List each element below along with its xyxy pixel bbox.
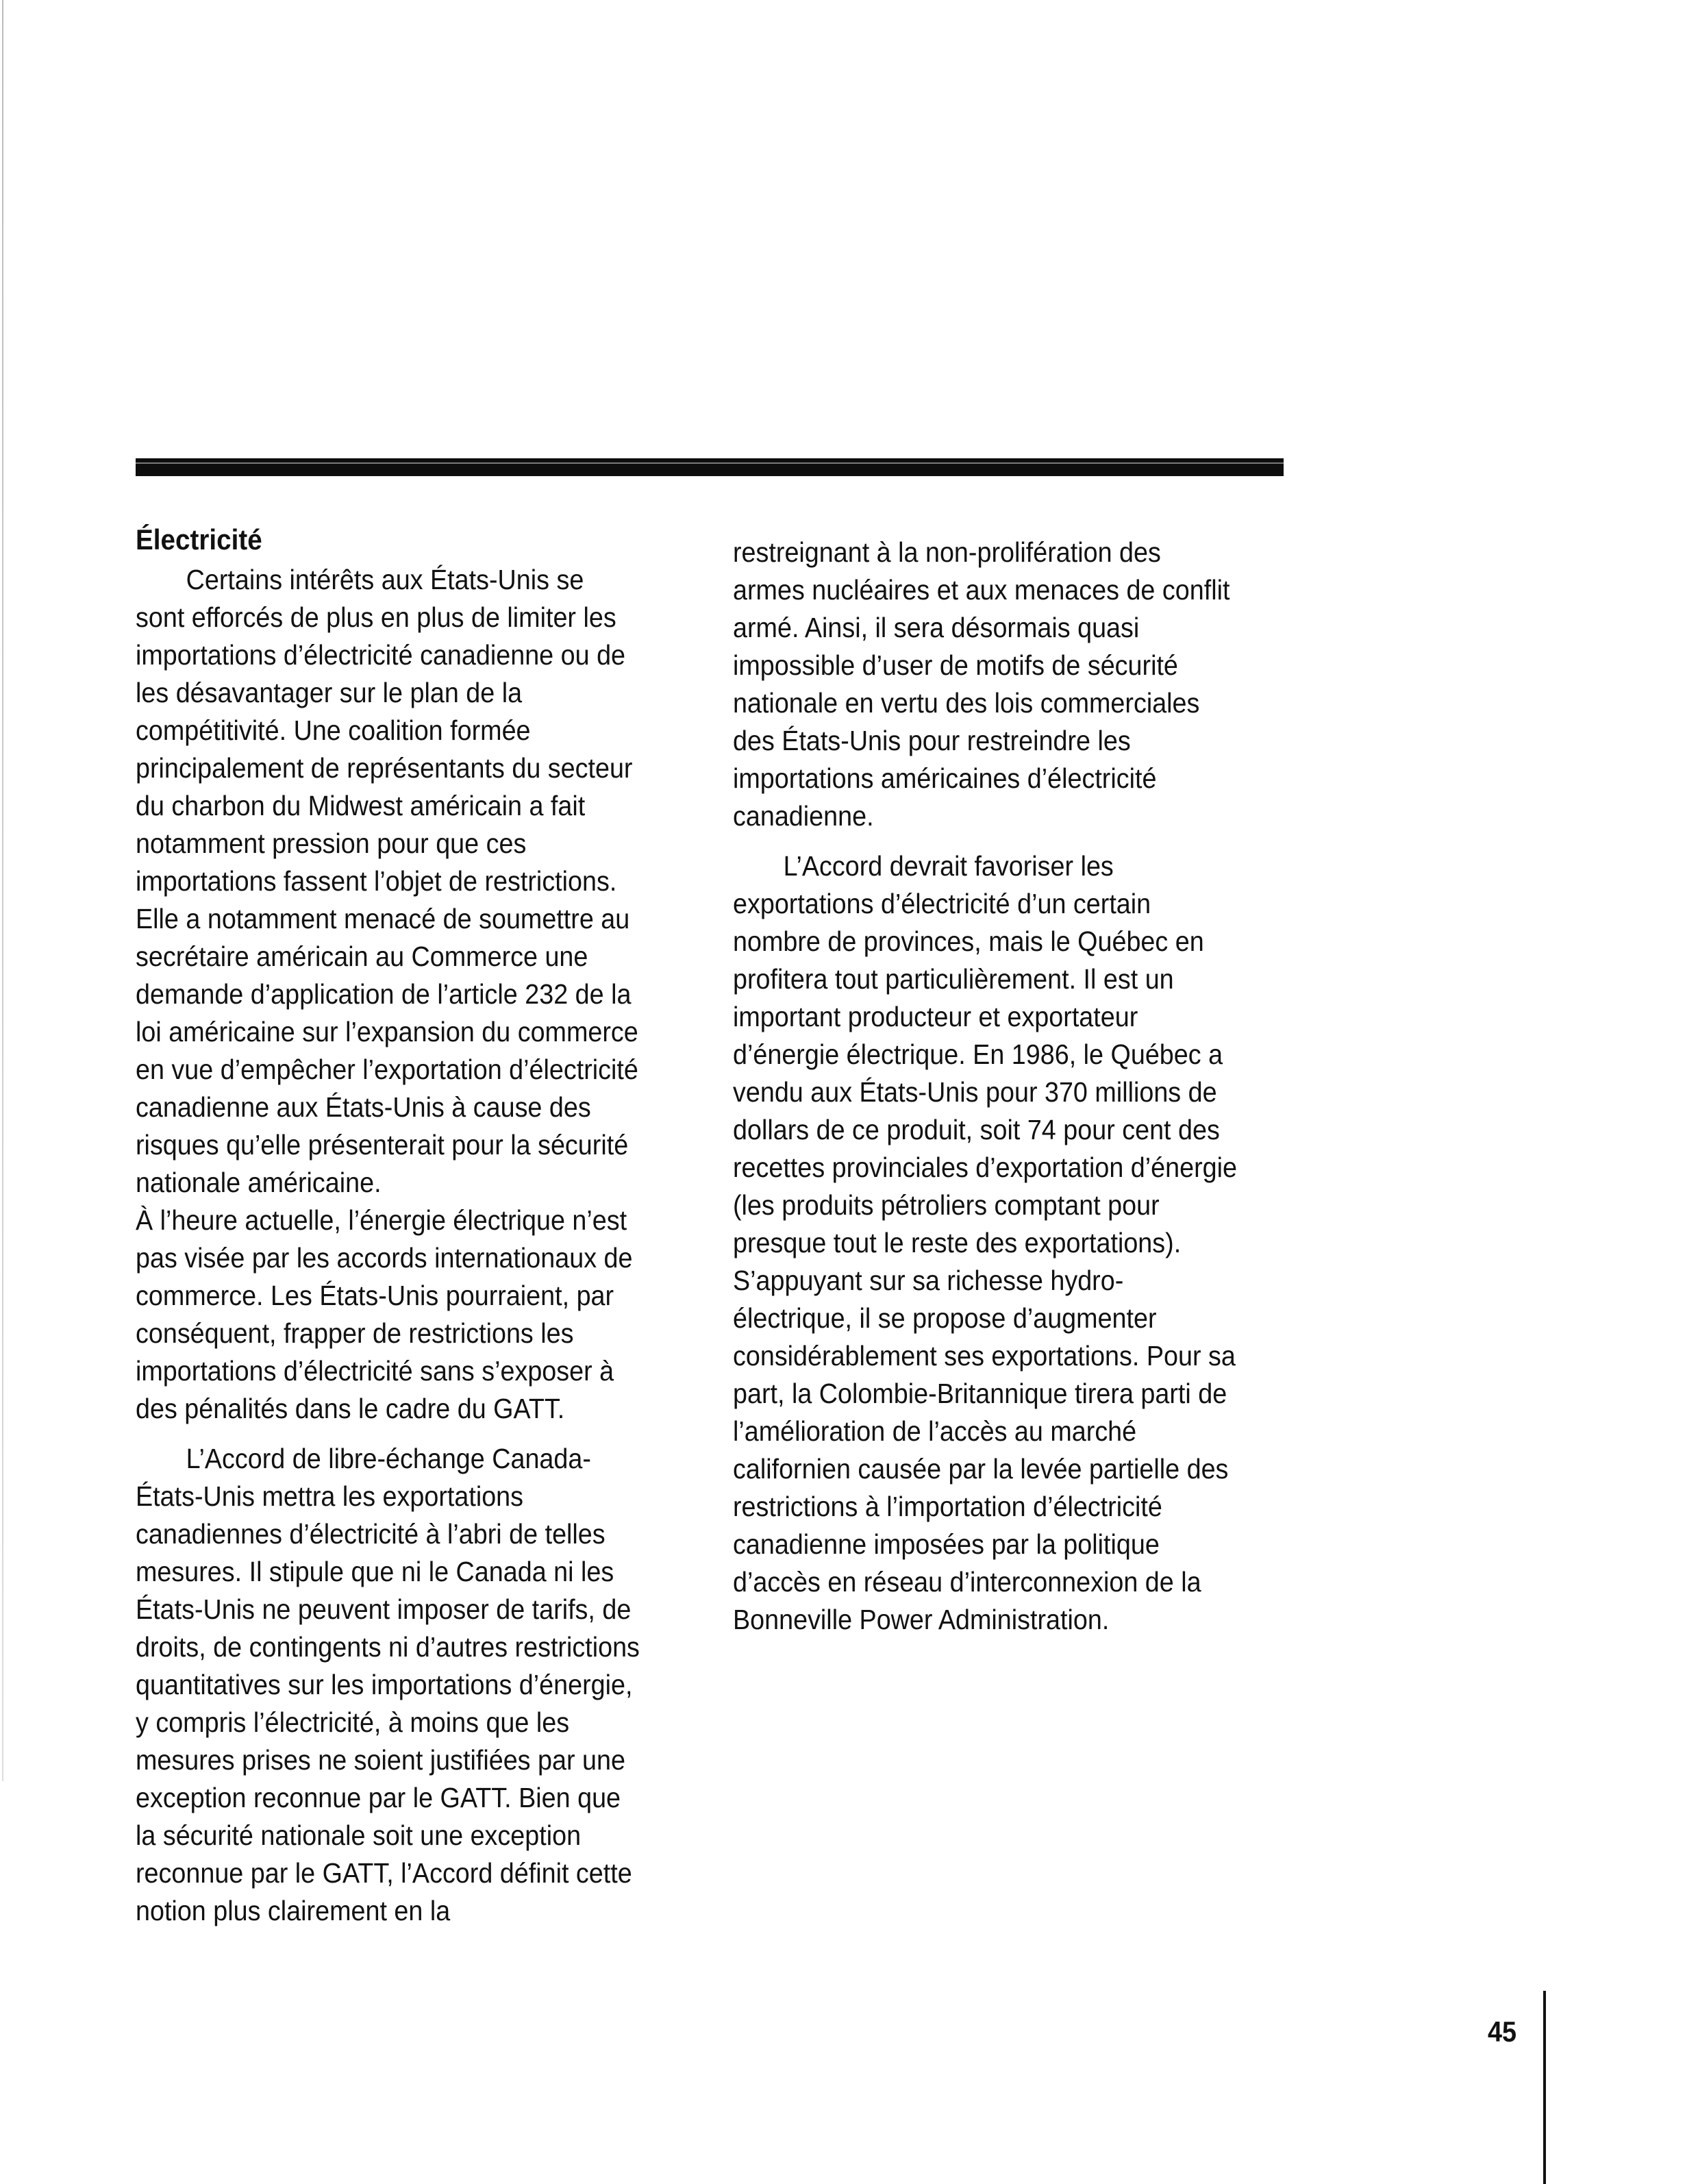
- page-number: 45: [1488, 2015, 1517, 2048]
- section-rule: [136, 458, 1284, 476]
- left-column: [136, 521, 640, 1942]
- section-heading: Électricité: [136, 523, 262, 556]
- paragraph: Certains intérêts aux États-Unis se sont efforcés de plus en plus de limiter les importations d’électricité canadienne ou de les désavantager sur le plan de la compétitivité. Une coalition formée principalement de représentants du secteur du charbon du Midwest américain a fait notamment pression pour que ces importations fassent l’objet de restrictions. Elle a notamment menacé de soumettre au secrétaire américain au Commerce une demande d’application de l’article 232 de la loi américaine sur l’expansion du commerce en vue d’empêcher l’exportation d’électricité canadienne aux États-Unis à cause des risques qu’elle présenterait pour la sécurité nationale américaine.: [136, 564, 638, 1198]
- paragraph: À l’heure actuelle, l’énergie électrique n’est pas visée par les accords internationaux de commerce. Les États-Unis pourraient, par conséquent, frapper de restrictions les importations d’électricité sans s’exposer à des pénalités dans le cadre du GATT.: [136, 1204, 633, 1424]
- page-margin-bar: [1543, 1991, 1546, 2184]
- paragraph: L’Accord devrait favoriser les exportations d’électricité d’un certain nombre de provinces, mais le Québec en profitera tout particulièrement. Il est un important producteur et exportateur d’énergie électrique. En 1986, le Québec a vendu aux États-Unis pour 370 millions de dollars de ce produit, soit 74 pour cent des recettes provinciales d’exportation d’énergie (les produits pétroliers comptant pour presque tout le reste des exportations). S’appuyant sur sa richesse hydro-électrique, il se propose d’augmenter considérablement ses exportations. Pour sa part, la Colombie-Britannique tirera parti de l’amélioration de l’accès au marché californien causée par la levée partielle des restrictions à l’importation d’électricité canadienne imposées par la politique d’accès en réseau d’interconnexion de la Bonneville Power Administration.: [733, 850, 1237, 1635]
- right-column: [733, 534, 1237, 1651]
- section-rule-highlight: [136, 462, 1284, 464]
- paragraph: L’Accord de libre-échange Canada-États-Unis mettra les exportations canadiennes d’électricité à l’abri de telles mesures. Il stipule que ni le Canada ni les États-Unis ne peuvent imposer de tarifs, de droits, de contingents ni d’autres restrictions quantitatives sur les importations d’énergie, y compris l’électricité, à moins que les mesures prises ne soient justifiées par une exception reconnue par le GATT. Bien que la sécurité nationale soit une exception reconnue par le GATT, l’Accord définit cette notion plus clairement en la: [136, 1443, 640, 1926]
- paragraph: restreignant à la non-prolifération des armes nucléaires et aux menaces de conflit armé. Ainsi, il sera désormais quasi impossible d’user de motifs de sécurité nationale en vertu des lois commerciales des États-Unis pour restreindre les importations américaines d’électricité canadienne.: [733, 536, 1230, 832]
- scan-edge: [2, 0, 3, 1781]
